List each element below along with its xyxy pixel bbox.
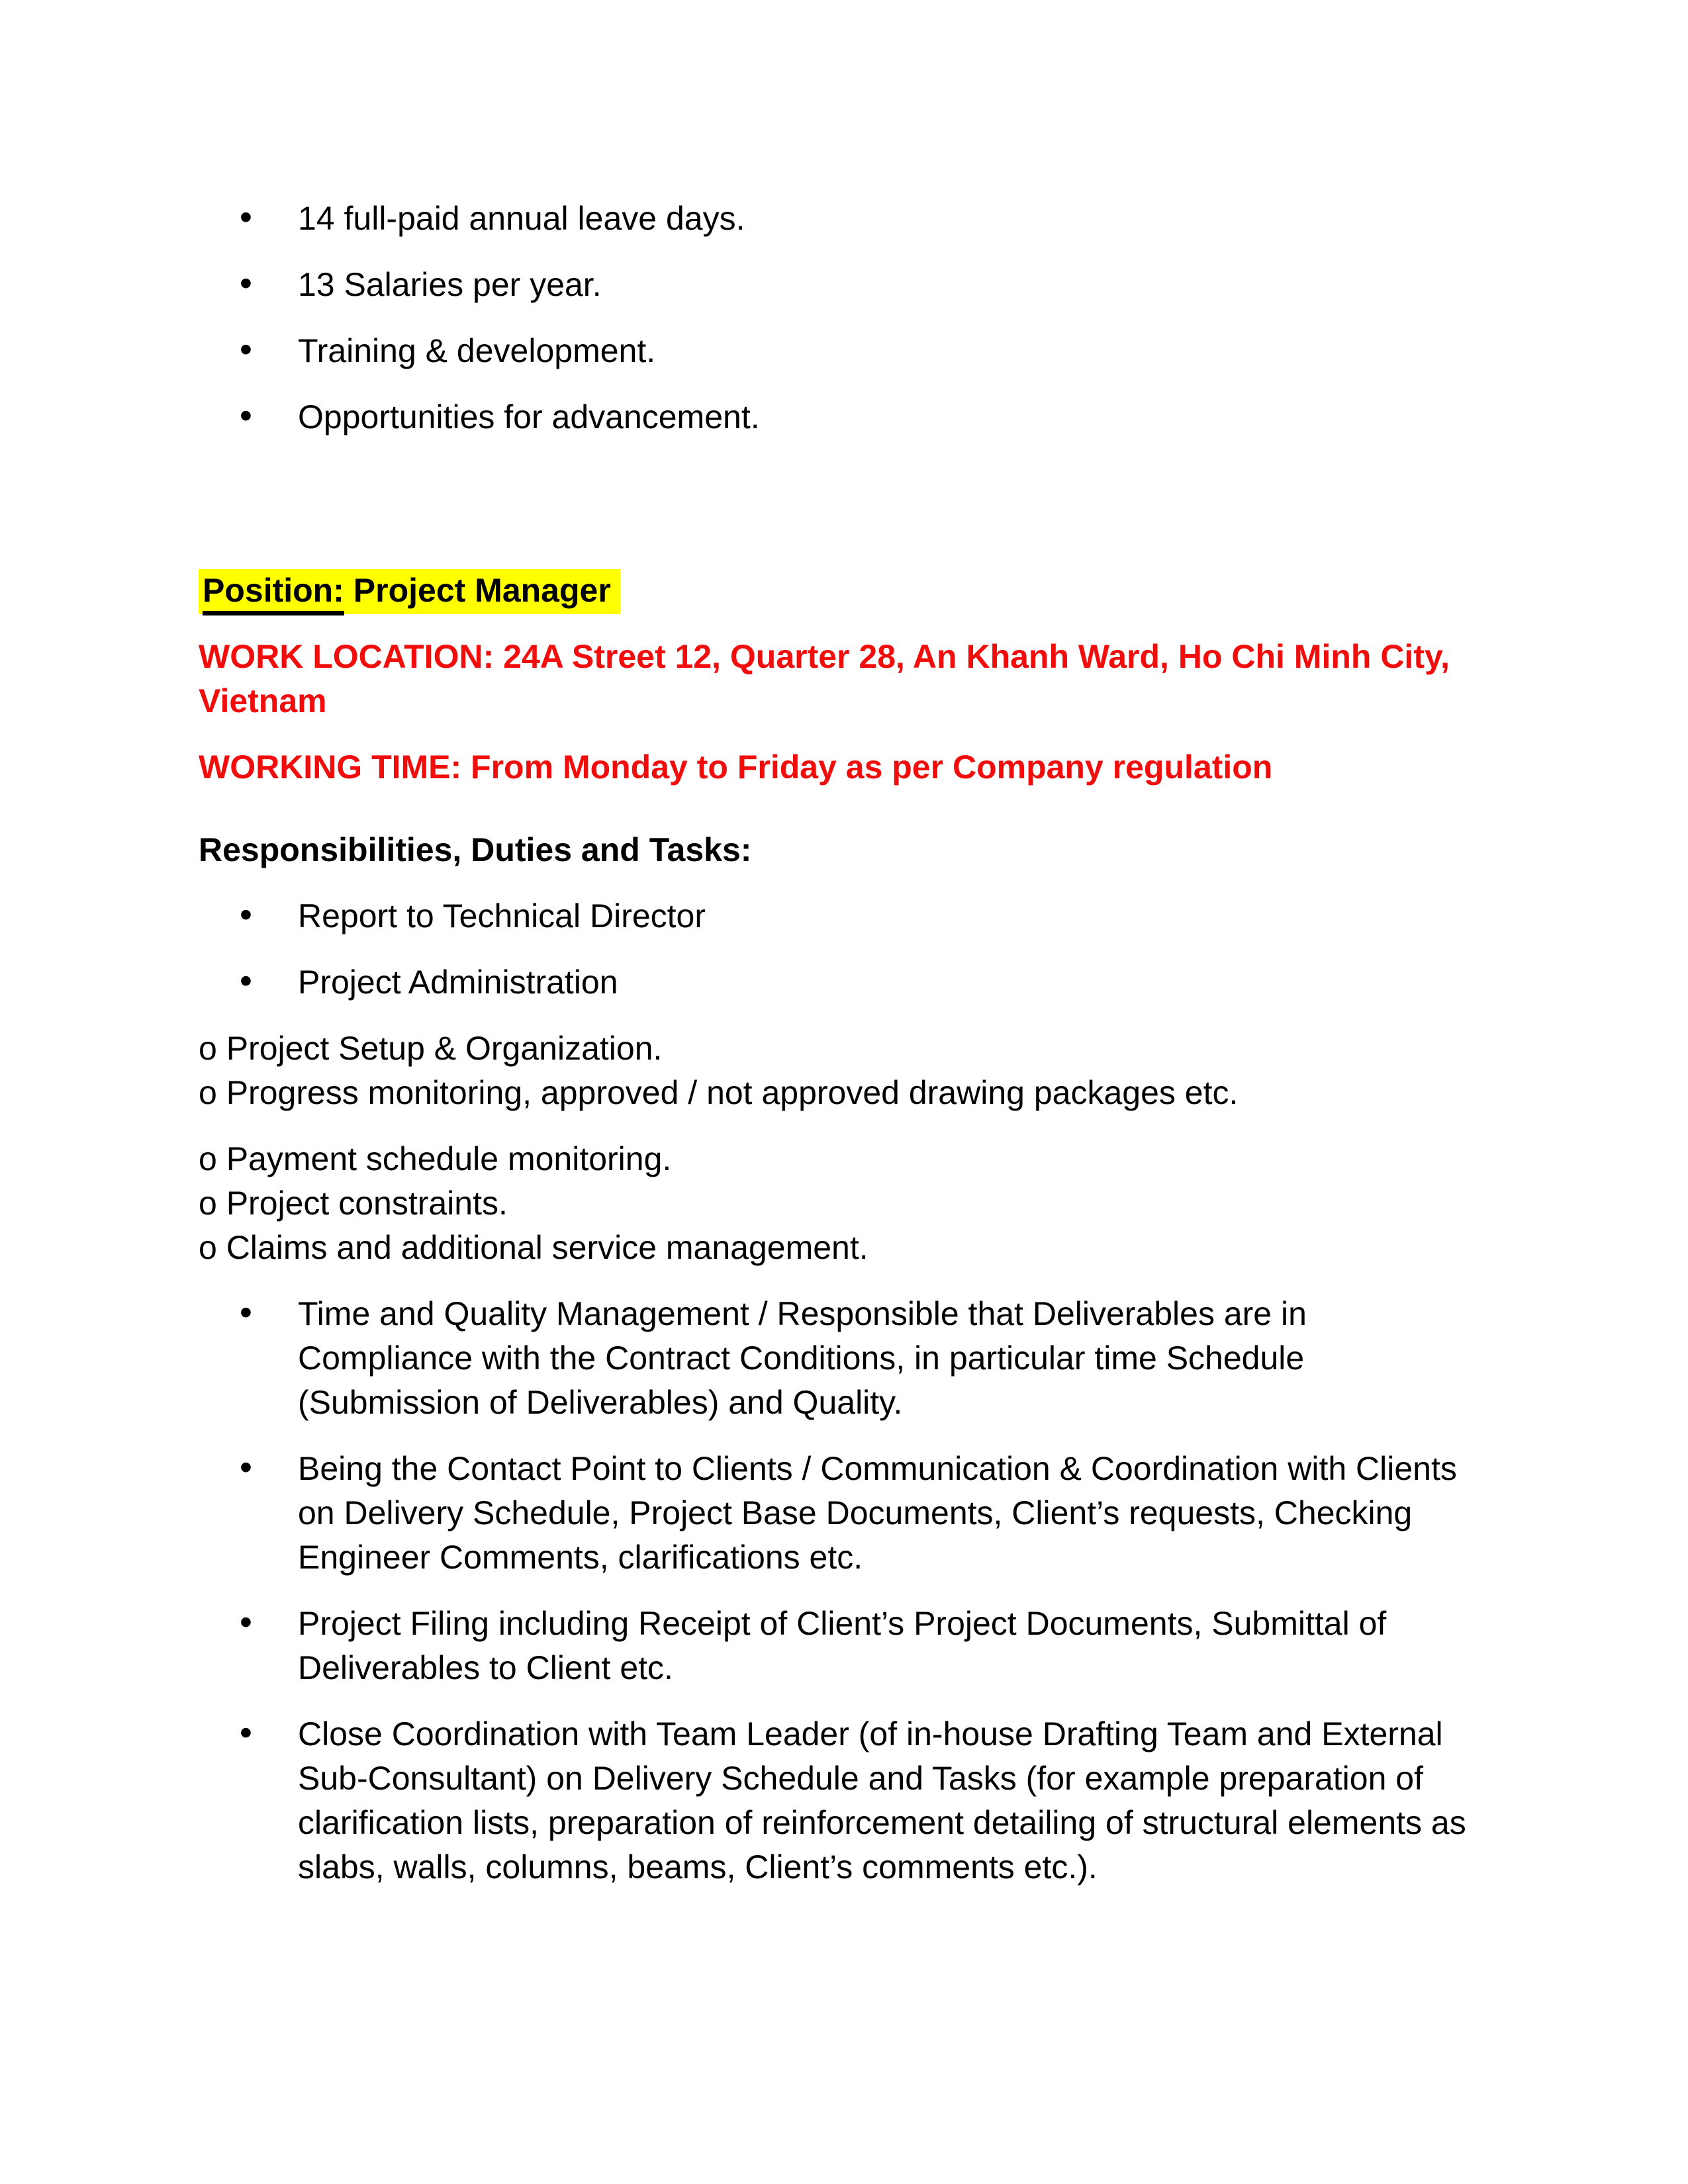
- benefit-item: • 13 Salaries per year.: [199, 263, 1489, 307]
- benefit-item: • Opportunities for advancement.: [199, 395, 1489, 439]
- task-item: • Time and Quality Management / Responsible that Deliverables are in Compliance with the Contract Conditions, in particular time Schedule (Submission of Deliverables) and Quality.: [199, 1292, 1489, 1425]
- admin-sub-group: [199, 1026, 1489, 1115]
- task-item: • Project Filing including Receipt of Client’s Project Documents, Submittal of Deliverables to Client etc.: [199, 1602, 1489, 1690]
- responsibility-item: • Report to Technical Director: [199, 894, 1489, 938]
- responsibilities-heading: Responsibilities, Duties and Tasks:: [199, 831, 752, 868]
- task-item: • Being the Contact Point to Clients / Communication & Coordination with Clients on Delivery Schedule, Project Base Documents, Client’s requests, Checking Engineer Comments, clarifications etc.: [199, 1447, 1489, 1580]
- position-heading: [199, 569, 1489, 613]
- position-label: Position:: [203, 572, 344, 615]
- admin-sub-item: o Project constraints.: [199, 1185, 508, 1222]
- task-item: • Close Coordination with Team Leader (of in-house Drafting Team and External Sub-Consultant) on Delivery Schedule and Tasks (for example preparation of clarification lists, preparation of reinforcement detailing of structural elements as slabs, walls, columns, beams, Client’s comments etc.).: [199, 1712, 1489, 1889]
- responsibilities-list: [199, 894, 1489, 1005]
- benefit-item: • 14 full-paid annual leave days.: [199, 197, 1489, 241]
- position-highlight: [199, 569, 620, 614]
- admin-sub-item: o Progress monitoring, approved / not approved drawing packages etc.: [199, 1074, 1239, 1111]
- admin-sub-item: o Payment schedule monitoring.: [199, 1140, 672, 1177]
- benefit-item: • Training & development.: [199, 329, 1489, 373]
- admin-sub-item: o Project Setup & Organization.: [199, 1030, 663, 1067]
- admin-sub-item: o Claims and additional service management.: [199, 1229, 868, 1266]
- responsibility-item: • Project Administration: [199, 960, 1489, 1005]
- benefits-list: [199, 197, 1489, 439]
- task-list: [199, 1292, 1489, 1889]
- admin-sub-group: [199, 1137, 1489, 1270]
- work-location-text: WORK LOCATION: 24A Street 12, Quarter 28, An Khanh Ward, Ho Chi Minh City, Vietnam: [199, 638, 1450, 719]
- document-content: [199, 0, 1489, 1911]
- working-time-text: WORKING TIME: From Monday to Friday as per Company regulation: [199, 749, 1273, 786]
- position-value: Project Manager: [344, 572, 611, 609]
